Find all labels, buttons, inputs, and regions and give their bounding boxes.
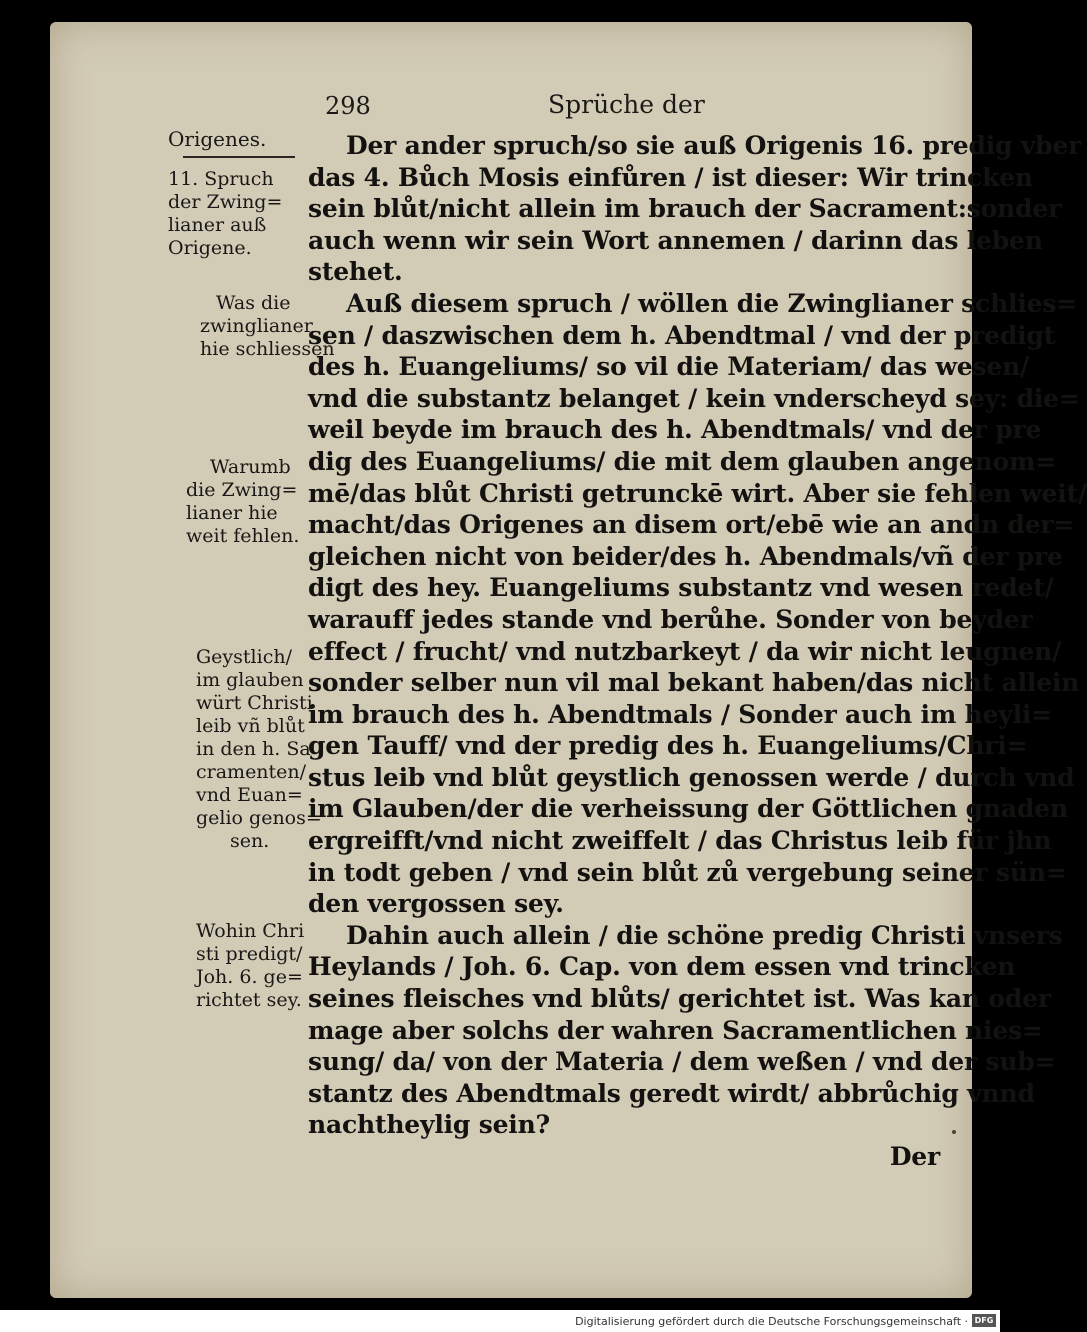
text-line: Heylands / Joh. 6. Cap. von dem essen vnd trincken [308, 952, 1016, 982]
text-line: macht/das Origenes an disem ort/ebē wie an andn der= [308, 510, 1075, 540]
text-line: sein blůt/nicht allein im brauch der Sacrament:sonder [308, 194, 1062, 224]
catchword: Der [889, 1142, 940, 1171]
margin-note-5: Wohin Chri sti predigt/ Joh. 6. ge= richtet sey. [196, 920, 305, 1011]
footer-credit: Digitalisierung gefördert durch die Deutsche Forschungsgemeinschaft · [575, 1315, 968, 1328]
text-line: Dahin auch allein / die schöne predig Christi vnsers [346, 920, 1063, 950]
text-line: den vergossen sey. [308, 889, 564, 919]
text-line: sonder selber nun vil mal bekant haben/das nicht allein [308, 668, 1080, 698]
text-line: in todt geben / vnd sein blůt zů vergebung seiner sün= [308, 857, 1067, 887]
text-line: Der ander spruch/so sie auß Origenis 16. predig vber [346, 131, 1082, 160]
margin-note-1: 11. Spruch der Zwing= lianer auß Origene. [168, 168, 283, 259]
text-line: gleichen nicht von beider/des h. Abendmals/vñ der pre [308, 541, 1063, 571]
text-line: im brauch des h. Abendtmals / Sonder auch im heyli= [308, 699, 1052, 729]
page-mark [952, 1130, 956, 1134]
text-line: stantz des Abendtmals geredt wirdt/ abbrůchig vnnd [308, 1078, 1035, 1108]
text-line: warauff jedes stande vnd berůhe. Sonder von beyder [308, 604, 1033, 634]
text-line: Auß diesem spruch / wöllen die Zwinglianer schlies= [346, 288, 1077, 318]
margin-note-2: Was die zwinglianer hie schliessen [200, 292, 335, 360]
running-title: Sprüche der [548, 90, 705, 119]
margin-origenes: Origenes. [168, 127, 267, 151]
text-line: mage aber solchs der wahren Sacramentlichen nies= [308, 1015, 1043, 1045]
text-line: sen / daszwischen dem h. Abendtmal / vnd der predigt [308, 320, 1056, 350]
page-number: 298 [325, 92, 371, 120]
margin-note-3: Warumb die Zwing= lianer hie weit fehlen. [186, 456, 300, 547]
text-line: des h. Euangeliums/ so vil die Materiam/ das wesen/ [308, 352, 1029, 382]
margin-note-4: Geystlich/ im glauben würt Christi leib vñ blůt in den h. Sa cramenten/ vnd Euan= gelio genos= sen. [196, 646, 322, 852]
text-line: im Glauben/der die verheissung der Göttlichen gnaden [308, 794, 1068, 824]
text-line: auch wenn wir sein Wort annemen / darinn das leben [308, 225, 1043, 255]
dfg-logo-icon: DFG [972, 1314, 996, 1327]
text-line: stus leib vnd blůt geystlich genossen werde / durch vnd [308, 762, 1075, 792]
main-text [308, 130, 1087, 1173]
text-line: nachtheylig sein? [308, 1110, 551, 1140]
text-line: gen Tauff/ vnd der predig des h. Euangeliums/Chri= [308, 731, 1028, 761]
text-line: weil beyde im brauch des h. Abendtmals/ vnd der pre [308, 415, 1042, 445]
text-line: mē/das blůt Christi getrunckē wirt. Aber sie fehlen weit/ [308, 478, 1087, 508]
margin-rule [183, 156, 295, 158]
footer-bar [0, 1310, 1000, 1332]
text-line: digt des hey. Euangeliums substantz vnd wesen redet/ [308, 573, 1054, 603]
text-line: vnd die substantz belanget / kein vnderscheyd sey: die= [308, 383, 1080, 413]
text-line: das 4. Bůch Mosis einfůren / ist dieser: Wir trincken [308, 162, 1033, 192]
text-line: seines fleisches vnd blůts/ gerichtet ist. Was kan oder [308, 984, 1051, 1014]
text-line: sung/ da/ von der Materia / dem weßen / vnd der sub= [308, 1047, 1056, 1077]
text-line: effect / frucht/ vnd nutzbarkeyt / da wir nicht leugnen/ [308, 636, 1062, 666]
text-line: dig des Euangeliums/ die mit dem glauben angenom= [308, 446, 1057, 476]
text-line: ergreifft/vnd nicht zweiffelt / das Christus leib für jhn [308, 826, 1052, 856]
text-line: stehet. [308, 257, 403, 287]
